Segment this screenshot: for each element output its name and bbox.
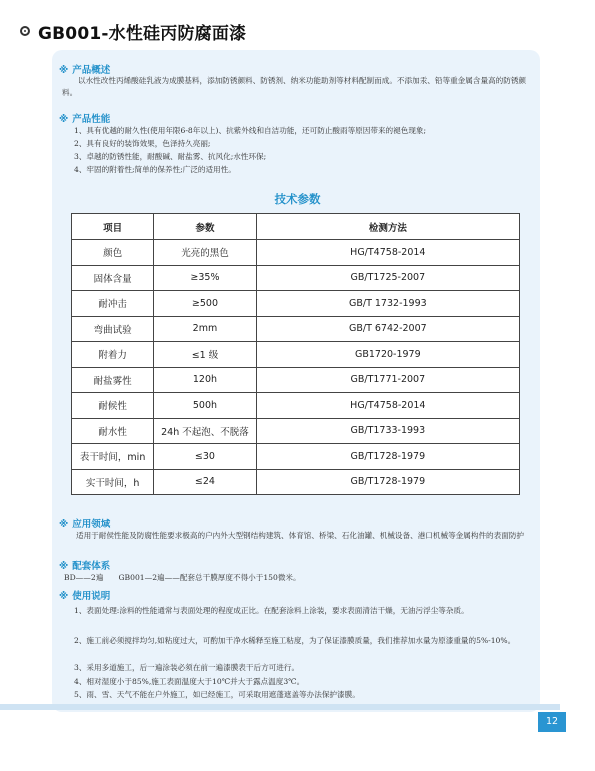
asterisk-marker-icon: ※ bbox=[59, 65, 69, 76]
cell-param: ≤30 bbox=[154, 444, 256, 470]
application-heading-text: 应用领域 bbox=[72, 519, 111, 530]
performance-item: 4、牢固的附着性;简单的保养性;广泛的适用性。 bbox=[74, 165, 236, 174]
cell-param: 24h 不起泡、不脱落 bbox=[154, 418, 256, 444]
cell-param: ≤24 bbox=[154, 469, 256, 495]
cell-method: GB/T1771-2007 bbox=[256, 367, 519, 393]
table-row bbox=[72, 367, 520, 393]
performance-item: 3、卓越的防锈性能，耐酸碱、耐盐雾、抗风化;水性环保; bbox=[74, 152, 267, 161]
usage-item: 5、雨、雪、天气不能在户外施工，如已经施工，可采取用遮蓬遮盖等办法保护漆膜。 bbox=[74, 690, 360, 699]
usage-heading bbox=[59, 588, 110, 602]
application-text: 适用于耐侯性能及防腐性能要求极高的户内外大型钢结构建筑、体育馆、桥梁、石化油罐、机械设备、港口机械等金属构件的表面防护 bbox=[76, 531, 525, 540]
overview-heading-text: 产品概述 bbox=[72, 65, 111, 76]
cell-param: 2mm bbox=[154, 316, 256, 342]
usage-heading-text: 使用说明 bbox=[72, 591, 111, 602]
cell-method: GB/T1728-1979 bbox=[256, 469, 519, 495]
cell-item: 附着力 bbox=[72, 342, 154, 368]
table-row bbox=[72, 316, 520, 342]
overview-text: 以水性改性丙烯酸硅乳液为成膜基料，添加防锈颜料、防锈剂、纳米功能助剂等材料配制而成。不添加汞、铅等重金属含量高的防锈颜料。 bbox=[62, 76, 527, 97]
performance-item: 1、具有优越的耐久性(使用年限6-8年以上)、抗紫外线和自洁功能，还可防止酸雨等原因带来的褪色现象; bbox=[74, 126, 427, 135]
overview-heading bbox=[59, 62, 110, 76]
asterisk-marker-icon: ※ bbox=[59, 519, 69, 530]
cell-param: ≥35% bbox=[154, 265, 256, 291]
page-title: GB001-水性硅丙防腐面漆 bbox=[38, 23, 247, 44]
table-row bbox=[72, 393, 520, 419]
header-item: 项目 bbox=[72, 214, 154, 240]
cell-item: 表干时间，min bbox=[72, 444, 154, 470]
usage-item: 2、施工前必须搅拌均匀,如粘度过大，可酌加干净水稀释至施工粘度，为了保证漆膜质量，我们推荐加水量为原漆重量的5%-10%。 bbox=[74, 636, 516, 645]
usage-item: 1、表面处理:涂料的性能通常与表面处理的程度成正比。在配套涂料上涂装，要求表面清洁干燥，无油污浮尘等杂质。 bbox=[74, 606, 469, 615]
usage-item: 4、相对湿度小于85%,施工表面温度大于10℃并大于露点温度3℃。 bbox=[74, 677, 305, 686]
cell-param: ≤1 级 bbox=[154, 342, 256, 368]
cell-method: GB/T 1732-1993 bbox=[256, 291, 519, 317]
cell-method: GB/T 6742-2007 bbox=[256, 316, 519, 342]
cell-method: HG/T4758-2014 bbox=[256, 393, 519, 419]
tech-params-title: 技术参数 bbox=[274, 192, 321, 206]
table-header-row bbox=[72, 214, 520, 240]
cell-method: GB/T1728-1979 bbox=[256, 444, 519, 470]
cell-item: 弯曲试验 bbox=[72, 316, 154, 342]
header-method: 检测方法 bbox=[256, 214, 519, 240]
performance-heading-text: 产品性能 bbox=[72, 114, 111, 125]
system-heading-text: 配套体系 bbox=[72, 561, 111, 572]
cell-method: GB/T1733-1993 bbox=[256, 418, 519, 444]
table-row bbox=[72, 418, 520, 444]
header-param: 参数 bbox=[154, 214, 256, 240]
title-row bbox=[20, 18, 246, 44]
performance-item: 2、具有良好的装饰效果，色泽持久亮丽; bbox=[74, 139, 211, 148]
tech-params-table bbox=[71, 213, 520, 495]
cell-item: 耐水性 bbox=[72, 418, 154, 444]
cell-item: 耐冲击 bbox=[72, 291, 154, 317]
page-number: 12 bbox=[538, 712, 566, 732]
asterisk-marker-icon: ※ bbox=[59, 114, 69, 125]
performance-heading bbox=[59, 111, 110, 125]
cell-item: 固体含量 bbox=[72, 265, 154, 291]
cell-param: 120h bbox=[154, 367, 256, 393]
cell-method: HG/T4758-2014 bbox=[256, 240, 519, 266]
application-heading bbox=[59, 516, 110, 530]
cell-method: GB/T1725-2007 bbox=[256, 265, 519, 291]
cell-item: 耐盐雾性 bbox=[72, 367, 154, 393]
table-row bbox=[72, 240, 520, 266]
cell-param: 光亮的黑色 bbox=[154, 240, 256, 266]
cell-param: 500h bbox=[154, 393, 256, 419]
cell-param: ≥500 bbox=[154, 291, 256, 317]
system-text: BD——2遍 GB001—2遍——配套总干膜厚度不得小于150微米。 bbox=[64, 573, 301, 582]
bullet-circle-icon bbox=[20, 26, 30, 36]
table-row bbox=[72, 291, 520, 317]
cell-method: GB1720-1979 bbox=[256, 342, 519, 368]
cell-item: 耐候性 bbox=[72, 393, 154, 419]
cell-item: 颜色 bbox=[72, 240, 154, 266]
table-row bbox=[72, 444, 520, 470]
asterisk-marker-icon: ※ bbox=[59, 591, 69, 602]
table-row bbox=[72, 265, 520, 291]
cell-item: 实干时间，h bbox=[72, 469, 154, 495]
usage-item: 3、采用多道施工，后一遍涂装必须在前一遍漆膜表干后方可进行。 bbox=[74, 663, 300, 672]
table-row bbox=[72, 469, 520, 495]
footer-bar bbox=[0, 704, 560, 710]
system-heading bbox=[59, 558, 110, 572]
table-row bbox=[72, 342, 520, 368]
asterisk-marker-icon: ※ bbox=[59, 561, 69, 572]
